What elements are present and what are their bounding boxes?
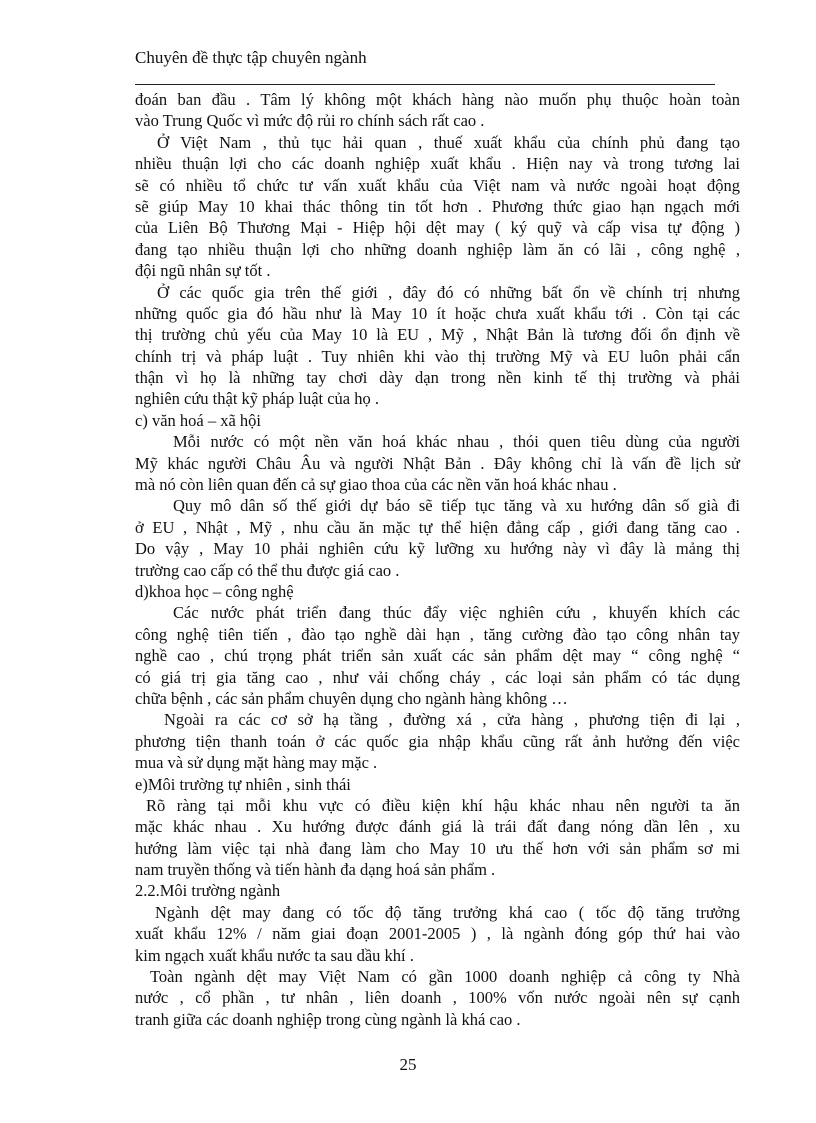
text-line: Rõ ràng tại mỗi khu vực có điều kiện khí hậu khác nhau nên người ta ăn bbox=[146, 795, 740, 815]
text-line: phương tiện thanh toán ở các quốc gia nhập khẩu cũng rất ảnh hưởng đến việc bbox=[135, 731, 740, 751]
text-line: thị trường chủ yếu của May 10 là EU , Mỹ , Nhật Bản là tương đối ổn định về bbox=[135, 325, 740, 345]
text-line: d)khoa học – công nghệ bbox=[135, 581, 294, 601]
text-line: Mỗi nước có một nền văn hoá khác nhau , thói quen tiêu dùng của người bbox=[173, 432, 740, 452]
text-line: xuất khẩu 12% / năm giai đoạn 2001-2005 ) , là ngành đóng góp thứ hai vào bbox=[135, 924, 740, 944]
text-line: Ở Việt Nam , thủ tục hải quan , thuế xuất khẩu của chính phủ đang tạo bbox=[157, 132, 740, 152]
text-line: công nghệ tiên tiến , đào tạo nghề dài hạn , tăng cường đào tạo công nhân tay bbox=[135, 624, 740, 644]
text-line: đang tạo nhiều thuận lợi cho những doanh nghiệp làm ăn có lãi , công nghệ , bbox=[135, 239, 740, 259]
text-line: ở EU , Nhật , Mỹ , nhu cầu ăn mặc tự thể hiện đẳng cấp , giới đang tăng cao . bbox=[135, 517, 740, 537]
body-text bbox=[135, 89, 740, 1030]
text-line: vào Trung Quốc vì mức độ rủi ro chính sách rất cao . bbox=[135, 111, 485, 131]
text-line: của Liên Bộ Thương Mại - Hiệp hội dệt may ( ký quỹ và cấp visa tự động ) bbox=[135, 218, 740, 238]
text-line: mua và sử dụng mặt hàng may mặc . bbox=[135, 753, 378, 773]
text-line: hướng làm việc tại nhà đang làm cho May 10 ưu thế hơn với sản phẩm sơ mi bbox=[135, 838, 740, 858]
text-line: c) văn hoá – xã hội bbox=[135, 410, 261, 430]
text-line: Các nước phát triển đang thúc đẩy việc nghiên cứu , khuyến khích các bbox=[173, 603, 740, 623]
header-rule bbox=[135, 84, 715, 85]
text-line: sẽ có nhiều tổ chức tư vấn xuất khẩu của Việt nam và nước ngoài hoạt động bbox=[135, 175, 740, 195]
text-line: 2.2.Môi trường ngành bbox=[135, 881, 281, 901]
text-line: kim ngạch xuất khẩu nước ta sau dầu khí . bbox=[135, 945, 414, 965]
text-line: chữa bệnh , các sản phẩm chuyên dụng cho ngành hàng không … bbox=[135, 688, 568, 708]
text-line: Toàn ngành dệt may Việt Nam có gần 1000 doanh nghiệp cả công ty Nhà bbox=[150, 967, 740, 987]
text-line: nhiều thuận lợi cho các doanh nghiệp xuất khẩu . Hiện nay và trong tương lai bbox=[135, 154, 740, 174]
text-line: mặc khác nhau . Xu hướng được đánh giá là trái đất đang nóng dần lên , xu bbox=[135, 817, 740, 837]
text-line: nghề cao , chú trọng phát triển sản xuất các sản phẩm dệt may “ công nghệ “ bbox=[135, 646, 740, 666]
text-line: Ở các quốc gia trên thế giới , đây đó có những bất ổn về chính trị nhưng bbox=[157, 282, 740, 302]
text-line: nghiên cứu thật kỹ pháp luật của họ . bbox=[135, 389, 380, 409]
text-line: Ngành dệt may đang có tốc độ tăng trưởng khá cao ( tốc độ tăng trưởng bbox=[155, 902, 740, 922]
text-line: đội ngũ nhân sự tốt . bbox=[135, 261, 271, 281]
text-line: tranh giữa các doanh nghiệp trong cùng ngành là khá cao . bbox=[135, 1009, 521, 1029]
text-line: e)Môi trường tự nhiên , sinh thái bbox=[135, 774, 351, 794]
text-line: mà nó còn liên quan đến cả sự giao thoa của các nền văn hoá khác nhau . bbox=[135, 475, 617, 495]
text-line: sẽ giúp May 10 khai thác thông tin tốt hơn . Phương thức giao hạn ngạch mới bbox=[135, 196, 740, 216]
text-line: trường cao cấp có thể thu được giá cao . bbox=[135, 560, 400, 580]
text-line: Do vậy , May 10 phải nghiên cứu kỹ lưỡng xu hướng này vì đây là mảng thị bbox=[135, 539, 740, 559]
text-line: những quốc gia đó hầu như là May 10 ít hoặc chưa xuất khẩu tới . Còn tại các bbox=[135, 303, 740, 323]
text-line: đoán ban đầu . Tâm lý không một khách hàng nào muốn phụ thuộc hoàn toàn bbox=[135, 90, 740, 109]
text-line: Ngoài ra các cơ sở hạ tầng , đường xá , cửa hàng , phương tiện đi lại , bbox=[164, 710, 740, 730]
text-line: Mỹ khác người Châu Âu và người Nhật Bản . Đây không chỉ là vấn đề lịch sử bbox=[135, 453, 740, 473]
page-number: 25 bbox=[399, 1055, 417, 1074]
text-line: Quy mô dân số thế giới dự báo sẽ tiếp tục tăng và xu hướng dân số già đi bbox=[173, 496, 740, 516]
text-line: nam truyền thống và tiến hành đa dạng hoá sản phẩm . bbox=[135, 860, 496, 880]
running-header: Chuyên đề thực tập chuyên ngành bbox=[135, 48, 367, 67]
text-line: nước , cổ phần , tư nhân , liên doanh , 100% vốn nước ngoài nên sự cạnh bbox=[135, 988, 740, 1008]
text-line: có giá trị gia tăng cao , như vải chống cháy , các loại sản phẩm có tác dụng bbox=[135, 667, 740, 687]
text-line: thận vì họ là những tay chơi dày dạn trong nền kinh tế thị trường và phải bbox=[135, 368, 740, 388]
text-line: chính trị và pháp luật . Tuy nhiên khi vào thị trường Mỹ và EU luôn phải cẩn bbox=[135, 346, 740, 366]
